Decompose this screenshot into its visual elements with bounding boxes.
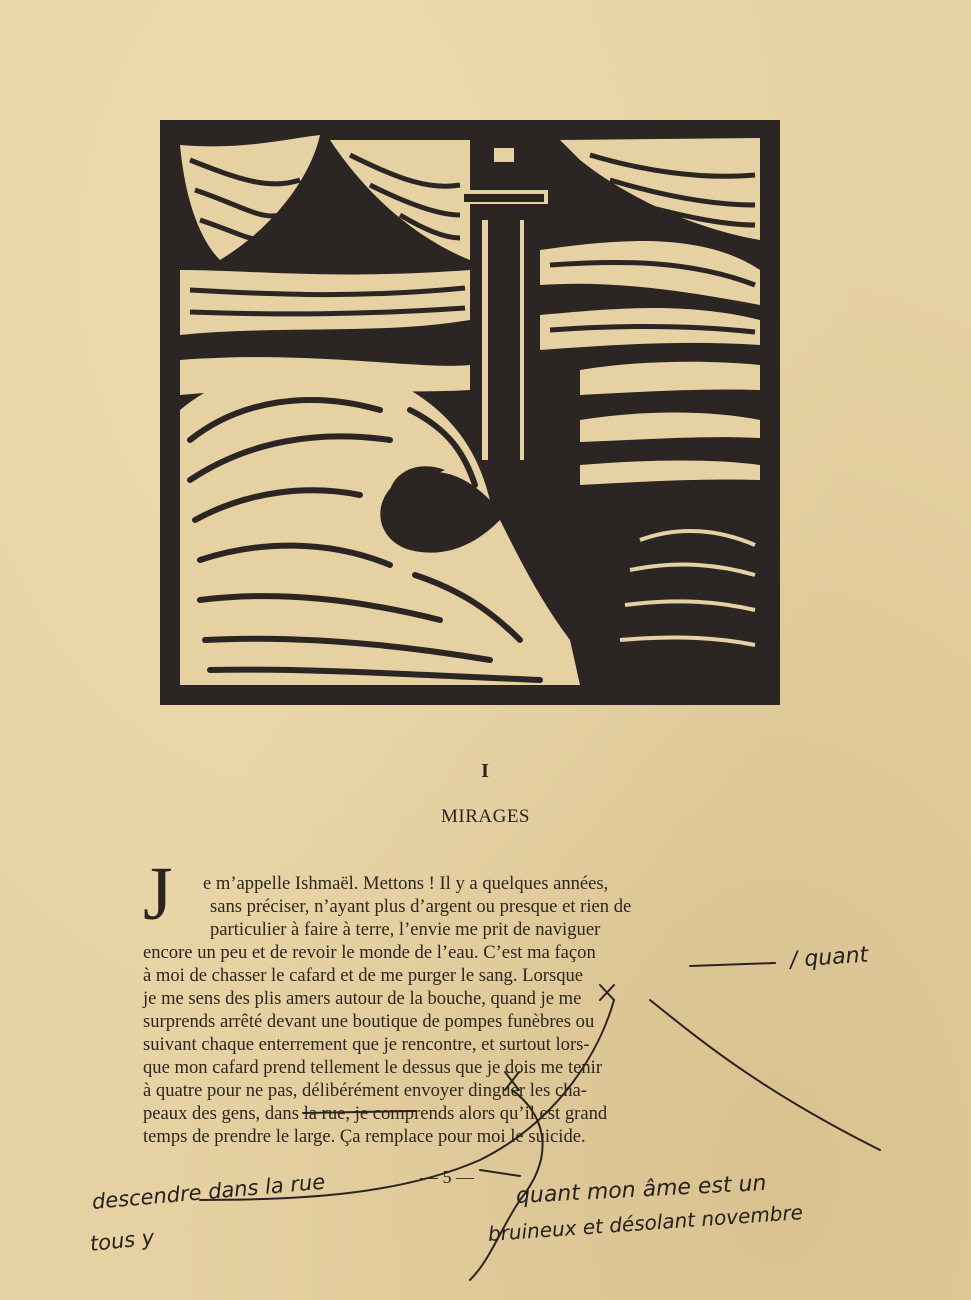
text-line-6: je me sens des plis amers autour de la bouche, quand je me [143,988,582,1009]
text-line-5: à moi de chasser le cafard et de me purger le sang. Lorsque [143,965,584,986]
chapter-number: I [481,760,490,782]
text-line-4: encore un peu et de revoir le monde de l’eau. C’est ma façon [143,942,596,963]
handwritten-note-ame-1: quant mon âme est un [515,1170,768,1209]
text-line-7: surprends arrêté devant une boutique de pompes funèbres ou [143,1011,595,1032]
handwritten-note-ame-2: bruineux et désolant novembre [487,1200,804,1246]
text-line-9: que mon cafard prend tellement le dessus que je dois me tenir [143,1057,603,1078]
drop-cap: J [143,852,173,936]
margin-note-quant: / quant [789,942,870,973]
page-number: — 5 — [420,1167,474,1187]
text-line-8: suivant chaque enterrement que je rencontre, et surtout lors- [143,1034,590,1055]
handwritten-note-tous: tous y [88,1225,156,1256]
text-line-11: peaux des gens, dans la rue, je comprends alors qu’il est grand [143,1103,608,1124]
chapter-title: MIRAGES [440,806,530,827]
text-line-10: à quatre pour ne pas, délibérément envoyer dinguer les cha- [143,1080,587,1101]
text-line-12: temps de prendre le large. Ça remplace pour moi le suicide. [143,1126,586,1147]
text-line-2: sans préciser, n’ayant plus d’argent ou presque et rien de [210,896,632,917]
text-line-3: particulier à faire à terre, l’envie me prit de naviguer [210,919,601,940]
text-line-1: e m’appelle Ishmaël. Mettons ! Il y a quelques années, [203,873,609,894]
handwritten-note-descendre: descendre dans la rue [90,1169,327,1214]
